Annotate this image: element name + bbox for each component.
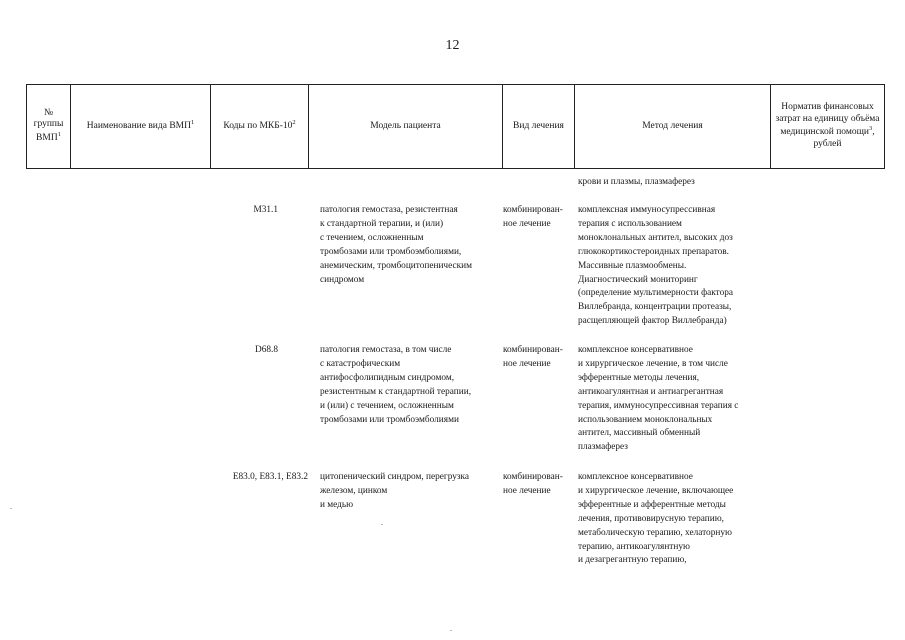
header-patient-model: Модель пациента (309, 85, 503, 169)
header-group-number: № группы ВМП$^1$ (27, 85, 71, 169)
page-number: 12 (445, 38, 460, 53)
icd-code: M31.1 (253, 205, 278, 215)
scan-speck (10, 508, 12, 509)
header-treatment-method: Метод лечения (575, 85, 771, 169)
scan-speck (381, 524, 383, 525)
header-cost-standard: Норматив финансовых затрат на единицу объёма медицинской помощи$^3$, рублей (771, 85, 885, 169)
treatment-type: комбинирован- ное лечение (503, 345, 563, 369)
icd-code: E83.0, E83.1, E83.2 (232, 472, 308, 482)
icd-code: D68.8 (255, 345, 278, 355)
patient-model: патология гемостаза, резистентная к стандартной терапии, и (или) с течением, осложненным тромбозами или тромбоэмболиями, анемическим, тромбоцитопеническим синдромом (320, 205, 472, 285)
treatment-type: комбинирован- ное лечение (503, 205, 563, 229)
header-treatment-type: Вид лечения (503, 85, 575, 169)
patient-model: патология гемостаза, в том числе с катастрофическим антифосфолипидным синдромом, резистентным к стандартной терапии, и (или) с течением, осложненным тромбозами или тромбоэмболиями (320, 345, 472, 425)
scan-speck (450, 630, 452, 631)
method-continuation: крови и плазмы, плазмаферез (578, 177, 695, 187)
patient-model: цитопенический синдром, перегрузка железом, цинком и медью (320, 472, 470, 510)
table-header (26, 84, 885, 169)
header-vmp-name: Наименование вида ВМП$^1$ (71, 85, 211, 169)
treatment-type: комбинирован- ное лечение (503, 472, 563, 496)
treatment-method: комплексное консервативное и хирургическое лечение, в том числе эфферентные методы лечения, антикоагулянтная и антиагрегантная терапия, иммуносупрессивная терапия с использованием моноклональных антител, массивный обменный плазмаферез (578, 345, 739, 453)
header-icd-codes: Коды по МКБ-$10^2$ (211, 85, 309, 169)
treatment-method: комплексное консервативное и хирургическое лечение, включающее эфферентные и афферентные методы лечения, противовирусную терапию, метаболическую терапию, хелаторную терапию, антикоагулянтную и дезагрегантную терапию, (578, 472, 734, 566)
treatment-method: комплексная иммуносупрессивная терапия с использованием моноклональных антител, высоких доз глюкокортикостероидных препаратов. Массивные плазмообмены. Диагностический мониторинг (определение мультимерности фактора Виллебранда, концентрации протеазы, расщепляющей фактор Виллебранда) (578, 205, 733, 327)
